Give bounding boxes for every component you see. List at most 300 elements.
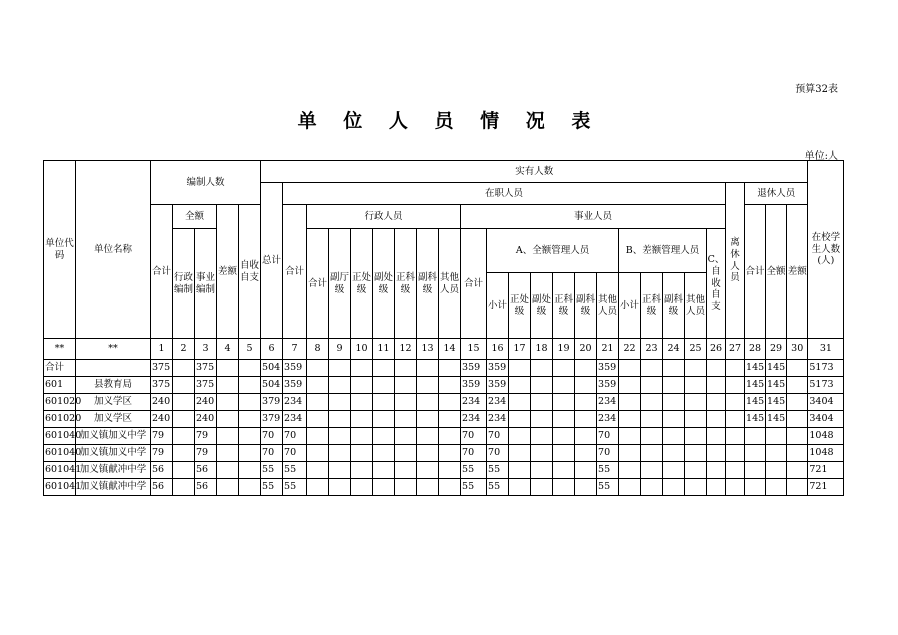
column-number: 19 [553, 339, 575, 360]
cell-c6: 55 [261, 479, 283, 496]
cell-c17 [509, 445, 531, 462]
header-tx-cha-e: 差额 [787, 205, 808, 339]
cell-c28: 145 [745, 411, 766, 428]
cell-c5 [239, 411, 261, 428]
cell-c30 [787, 445, 808, 462]
cell-c19 [553, 394, 575, 411]
cell-c17 [509, 360, 531, 377]
cell-c11 [373, 445, 395, 462]
cell-c28 [745, 462, 766, 479]
cell-c4 [217, 377, 239, 394]
header-a-fu-ke: 副科级 [575, 273, 597, 339]
header-fu-chu: 副处级 [373, 229, 395, 339]
cell-c1: 240 [151, 394, 173, 411]
column-number: 3 [195, 339, 217, 360]
cell-c3: 79 [195, 445, 217, 462]
header-unit-name: 单位名称 [76, 161, 151, 339]
cell-c25 [685, 411, 707, 428]
cell-c4 [217, 479, 239, 496]
cell-c14 [439, 377, 461, 394]
column-number: 30 [787, 339, 808, 360]
cell-c5 [239, 445, 261, 462]
cell-c20 [575, 479, 597, 496]
cell-name: 加义镇献冲中学 [76, 479, 151, 496]
cell-c24 [663, 479, 685, 496]
cell-c1: 56 [151, 462, 173, 479]
cell-c8 [307, 360, 329, 377]
column-number: 22 [619, 339, 641, 360]
cell-c12 [395, 394, 417, 411]
cell-c25 [685, 360, 707, 377]
cell-code: 合计 [44, 360, 76, 377]
column-number: 7 [283, 339, 307, 360]
cell-c24 [663, 445, 685, 462]
cell-c18 [531, 360, 553, 377]
header-b-xiaoji: 小计 [619, 273, 641, 339]
header-xz-heji: 合计 [307, 229, 329, 339]
header-bianzhi: 编制人数 [151, 161, 261, 205]
cell-c8 [307, 411, 329, 428]
header-tuixiu: 退休人员 [745, 183, 808, 205]
cell-c13 [417, 479, 439, 496]
cell-c9 [329, 377, 351, 394]
cell-code: 601041 [44, 479, 76, 496]
cell-c26 [707, 479, 726, 496]
cell-c31: 721 [808, 462, 844, 479]
cell-c17 [509, 479, 531, 496]
column-number: 1 [151, 339, 173, 360]
form-code: 预算32表 [795, 84, 838, 95]
cell-c26 [707, 462, 726, 479]
unit-label: 单位:人 [804, 151, 838, 162]
header-c-zishou: C、自收自支 [707, 229, 726, 339]
cell-c20 [575, 411, 597, 428]
cell-c15: 359 [461, 377, 487, 394]
cell-c9 [329, 394, 351, 411]
cell-c9 [329, 360, 351, 377]
cell-c20 [575, 377, 597, 394]
header-a-fu-chu: 副处级 [531, 273, 553, 339]
cell-c27 [726, 377, 745, 394]
cell-c27 [726, 394, 745, 411]
cell-c11 [373, 411, 395, 428]
cell-c17 [509, 377, 531, 394]
cell-c6: 70 [261, 428, 283, 445]
header-bz-zishou: 自收自支 [239, 205, 261, 339]
column-number: 10 [351, 339, 373, 360]
column-number: ** [76, 339, 151, 360]
cell-c25 [685, 462, 707, 479]
cell-c26 [707, 377, 726, 394]
column-number: 24 [663, 339, 685, 360]
cell-c9 [329, 479, 351, 496]
cell-c31: 721 [808, 479, 844, 496]
cell-c24 [663, 394, 685, 411]
cell-c5 [239, 428, 261, 445]
cell-c28 [745, 479, 766, 496]
cell-c4 [217, 411, 239, 428]
cell-c23 [641, 445, 663, 462]
cell-c29 [766, 479, 787, 496]
cell-c14 [439, 428, 461, 445]
cell-c26 [707, 428, 726, 445]
column-number: 2 [173, 339, 195, 360]
cell-c14 [439, 394, 461, 411]
cell-c19 [553, 360, 575, 377]
cell-c4 [217, 360, 239, 377]
column-number: 28 [745, 339, 766, 360]
column-number: 21 [597, 339, 619, 360]
cell-c25 [685, 445, 707, 462]
header-shiye-bianzhi: 事业编制 [195, 229, 217, 339]
cell-c19 [553, 479, 575, 496]
header-b-qita: 其他人员 [685, 273, 707, 339]
cell-c10 [351, 377, 373, 394]
cell-c10 [351, 445, 373, 462]
cell-c12 [395, 377, 417, 394]
column-number: 5 [239, 339, 261, 360]
cell-c22 [619, 479, 641, 496]
header-a-qita: 其他人员 [597, 273, 619, 339]
column-number: 18 [531, 339, 553, 360]
cell-c12 [395, 411, 417, 428]
cell-c27 [726, 428, 745, 445]
cell-c29 [766, 445, 787, 462]
cell-c11 [373, 377, 395, 394]
cell-c4 [217, 394, 239, 411]
column-number: 11 [373, 339, 395, 360]
cell-c15: 70 [461, 445, 487, 462]
cell-c3: 79 [195, 428, 217, 445]
header-quan-e: 全额 [173, 205, 217, 229]
cell-c15: 234 [461, 411, 487, 428]
cell-c11 [373, 462, 395, 479]
cell-c12 [395, 360, 417, 377]
header-shiyou: 实有人数 [261, 161, 808, 183]
cell-c16: 70 [487, 445, 509, 462]
header-a-zheng-chu: 正处级 [509, 273, 531, 339]
header-fu-ting: 副厅级 [329, 229, 351, 339]
header-students: 在校学生人数(人) [808, 161, 844, 339]
cell-c27 [726, 411, 745, 428]
cell-c12 [395, 479, 417, 496]
table-row [44, 462, 844, 479]
cell-c7: 55 [283, 479, 307, 496]
table-row [44, 445, 844, 462]
cell-c14 [439, 445, 461, 462]
header-lixiu: 离休人员 [726, 183, 745, 339]
cell-c19 [553, 411, 575, 428]
header-a-xiaoji: 小计 [487, 273, 509, 339]
cell-c21: 70 [597, 428, 619, 445]
cell-c16: 55 [487, 479, 509, 496]
cell-c6: 55 [261, 462, 283, 479]
table-body [44, 360, 844, 496]
cell-c4 [217, 445, 239, 462]
cell-c24 [663, 462, 685, 479]
cell-c21: 55 [597, 462, 619, 479]
header-unit-code: 单位代码 [44, 161, 76, 339]
cell-c5 [239, 394, 261, 411]
cell-c4 [217, 428, 239, 445]
cell-c27 [726, 479, 745, 496]
cell-c10 [351, 479, 373, 496]
cell-c20 [575, 394, 597, 411]
cell-code: 601020 [44, 394, 76, 411]
cell-c22 [619, 394, 641, 411]
cell-c27 [726, 445, 745, 462]
cell-c2 [173, 428, 195, 445]
header-tx-quan-e: 全额 [766, 205, 787, 339]
column-number: 12 [395, 339, 417, 360]
cell-c31: 3404 [808, 411, 844, 428]
cell-c16: 359 [487, 360, 509, 377]
cell-code: 601041 [44, 462, 76, 479]
cell-c7: 55 [283, 462, 307, 479]
cell-c23 [641, 360, 663, 377]
header-bz-cha-e: 差额 [217, 205, 239, 339]
cell-c30 [787, 462, 808, 479]
cell-c22 [619, 377, 641, 394]
cell-c21: 234 [597, 411, 619, 428]
cell-c8 [307, 445, 329, 462]
cell-c22 [619, 428, 641, 445]
cell-c26 [707, 360, 726, 377]
cell-c2 [173, 360, 195, 377]
cell-c19 [553, 445, 575, 462]
cell-c13 [417, 377, 439, 394]
cell-c18 [531, 428, 553, 445]
cell-c8 [307, 377, 329, 394]
cell-c18 [531, 411, 553, 428]
header-b-zheng-ke: 正科级 [641, 273, 663, 339]
cell-c26 [707, 394, 726, 411]
cell-c30 [787, 411, 808, 428]
cell-c22 [619, 462, 641, 479]
cell-c28 [745, 428, 766, 445]
cell-c10 [351, 394, 373, 411]
header-zheng-chu: 正处级 [351, 229, 373, 339]
cell-c6: 379 [261, 394, 283, 411]
cell-c25 [685, 377, 707, 394]
cell-c15: 359 [461, 360, 487, 377]
cell-c13 [417, 428, 439, 445]
cell-c5 [239, 377, 261, 394]
cell-name: 加义镇献冲中学 [76, 462, 151, 479]
cell-c6: 504 [261, 377, 283, 394]
cell-c13 [417, 462, 439, 479]
cell-c1: 79 [151, 428, 173, 445]
column-number: 16 [487, 339, 509, 360]
column-number: 17 [509, 339, 531, 360]
header-b-fu-ke: 副科级 [663, 273, 685, 339]
cell-c12 [395, 462, 417, 479]
cell-c31: 5173 [808, 377, 844, 394]
cell-c31: 1048 [808, 445, 844, 462]
cell-c14 [439, 360, 461, 377]
cell-c6: 70 [261, 445, 283, 462]
cell-c22 [619, 411, 641, 428]
cell-c3: 240 [195, 394, 217, 411]
table-row [44, 479, 844, 496]
cell-c2 [173, 445, 195, 462]
cell-c29 [766, 428, 787, 445]
cell-c23 [641, 377, 663, 394]
column-number: 27 [726, 339, 745, 360]
cell-c12 [395, 445, 417, 462]
cell-c13 [417, 394, 439, 411]
cell-c12 [395, 428, 417, 445]
column-number: ** [44, 339, 76, 360]
header-zz-heji: 合计 [283, 205, 307, 339]
cell-c8 [307, 394, 329, 411]
cell-name [76, 360, 151, 377]
cell-code: 601 [44, 377, 76, 394]
cell-c14 [439, 479, 461, 496]
cell-c8 [307, 479, 329, 496]
cell-c6: 379 [261, 411, 283, 428]
cell-c18 [531, 479, 553, 496]
cell-c8 [307, 428, 329, 445]
cell-c29: 145 [766, 360, 787, 377]
cell-c11 [373, 479, 395, 496]
header-zaizhi: 在职人员 [283, 183, 726, 205]
header-fu-ke: 副科级 [417, 229, 439, 339]
cell-c20 [575, 428, 597, 445]
cell-name: 加义镇加义中学 [76, 445, 151, 462]
cell-c10 [351, 462, 373, 479]
cell-c5 [239, 360, 261, 377]
cell-c29 [766, 462, 787, 479]
cell-c23 [641, 394, 663, 411]
cell-c2 [173, 394, 195, 411]
cell-c31: 5173 [808, 360, 844, 377]
cell-c13 [417, 411, 439, 428]
cell-c1: 375 [151, 360, 173, 377]
column-number: 9 [329, 339, 351, 360]
cell-c28 [745, 445, 766, 462]
header-zheng-ke: 正科级 [395, 229, 417, 339]
cell-c20 [575, 445, 597, 462]
header-a-zheng-ke: 正科级 [553, 273, 575, 339]
cell-c15: 234 [461, 394, 487, 411]
header-tx-heji: 合计 [745, 205, 766, 339]
cell-c19 [553, 428, 575, 445]
cell-c25 [685, 394, 707, 411]
column-number: 14 [439, 339, 461, 360]
cell-c28: 145 [745, 360, 766, 377]
cell-c21: 70 [597, 445, 619, 462]
page-title: 单 位 人 员 情 况 表 [297, 110, 601, 132]
column-number: 13 [417, 339, 439, 360]
cell-c16: 70 [487, 428, 509, 445]
cell-c31: 3404 [808, 394, 844, 411]
cell-c24 [663, 377, 685, 394]
cell-c3: 375 [195, 360, 217, 377]
column-number: 6 [261, 339, 283, 360]
cell-c30 [787, 360, 808, 377]
cell-c1: 56 [151, 479, 173, 496]
column-number: 29 [766, 339, 787, 360]
cell-c24 [663, 428, 685, 445]
cell-name: 加义学区 [76, 394, 151, 411]
column-number: 4 [217, 339, 239, 360]
cell-c29: 145 [766, 394, 787, 411]
cell-c18 [531, 445, 553, 462]
header-xingzheng-renyuan: 行政人员 [307, 205, 461, 229]
cell-c22 [619, 445, 641, 462]
cell-c26 [707, 411, 726, 428]
cell-c14 [439, 411, 461, 428]
cell-c9 [329, 462, 351, 479]
column-number: 25 [685, 339, 707, 360]
cell-c15: 55 [461, 479, 487, 496]
cell-c19 [553, 377, 575, 394]
cell-c3: 56 [195, 462, 217, 479]
cell-c21: 234 [597, 394, 619, 411]
cell-c13 [417, 445, 439, 462]
cell-name: 加义镇加义中学 [76, 428, 151, 445]
cell-name: 加义学区 [76, 411, 151, 428]
cell-c7: 234 [283, 411, 307, 428]
cell-c11 [373, 394, 395, 411]
cell-code: 601040 [44, 445, 76, 462]
cell-c23 [641, 428, 663, 445]
column-number: 26 [707, 339, 726, 360]
cell-c1: 79 [151, 445, 173, 462]
cell-c13 [417, 360, 439, 377]
cell-c27 [726, 462, 745, 479]
cell-c3: 56 [195, 479, 217, 496]
cell-c28: 145 [745, 377, 766, 394]
cell-c16: 359 [487, 377, 509, 394]
cell-c15: 70 [461, 428, 487, 445]
cell-c14 [439, 462, 461, 479]
cell-c11 [373, 360, 395, 377]
cell-c21: 359 [597, 360, 619, 377]
cell-c3: 375 [195, 377, 217, 394]
cell-c23 [641, 411, 663, 428]
cell-c7: 359 [283, 360, 307, 377]
cell-c20 [575, 360, 597, 377]
cell-c17 [509, 411, 531, 428]
cell-code: 601040 [44, 428, 76, 445]
header-xingzheng-bianzhi: 行政编制 [173, 229, 195, 339]
cell-c23 [641, 479, 663, 496]
cell-c28: 145 [745, 394, 766, 411]
cell-c10 [351, 428, 373, 445]
cell-c30 [787, 377, 808, 394]
column-number: 23 [641, 339, 663, 360]
header-a-quan-e: A、全额管理人员 [487, 229, 619, 273]
cell-c30 [787, 479, 808, 496]
personnel-table [43, 160, 844, 496]
cell-c21: 359 [597, 377, 619, 394]
cell-c9 [329, 445, 351, 462]
cell-c17 [509, 394, 531, 411]
header-b-cha-e: B、差额管理人员 [619, 229, 707, 273]
cell-c2 [173, 377, 195, 394]
cell-c24 [663, 360, 685, 377]
cell-c29: 145 [766, 377, 787, 394]
cell-c7: 234 [283, 394, 307, 411]
cell-c16: 234 [487, 411, 509, 428]
cell-name: 县教育局 [76, 377, 151, 394]
cell-c30 [787, 394, 808, 411]
cell-c9 [329, 411, 351, 428]
cell-c20 [575, 462, 597, 479]
cell-c1: 240 [151, 411, 173, 428]
